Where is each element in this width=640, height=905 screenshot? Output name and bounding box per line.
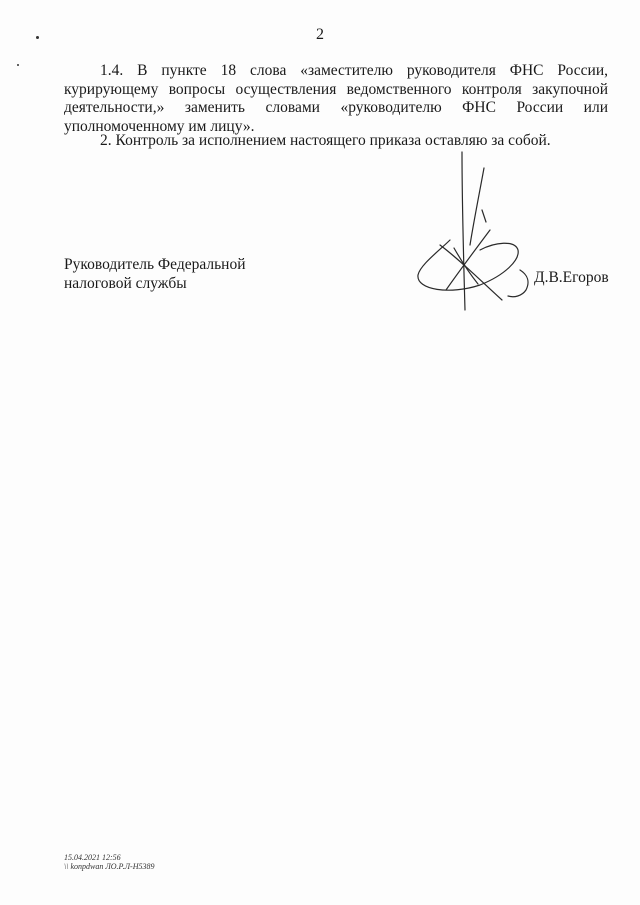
footer-timestamp: 15.04.2021 12:56 [64,853,121,862]
scan-speck [36,36,39,39]
signatory-title-line-1: Руководитель Федеральной [64,256,246,273]
footer-doc-ref: \\ konpdwan ЛО.Р.Л-Н5389 [64,862,155,871]
page-number: 2 [316,26,324,43]
scan-speck [17,64,19,66]
signatory-title-line-2: налоговой службы [64,275,187,292]
signatory-title [64,255,246,293]
paragraph-2: 2. Контроль за исполнением настоящего приказа оставляю за собой. [100,132,551,149]
signatory-name: Д.В.Егоров [534,269,609,286]
footer-meta [64,853,154,871]
handwritten-signature-icon [410,150,540,320]
paragraph-1-4: 1.4. В пункте 18 слова «заместителю руководителя ФНС России, курирующему вопросы осуществления ведомственного контроля закупочной деятельности,» заменить словами «руководителю ФНС России или уполномоченному им лицу». [64,62,608,135]
